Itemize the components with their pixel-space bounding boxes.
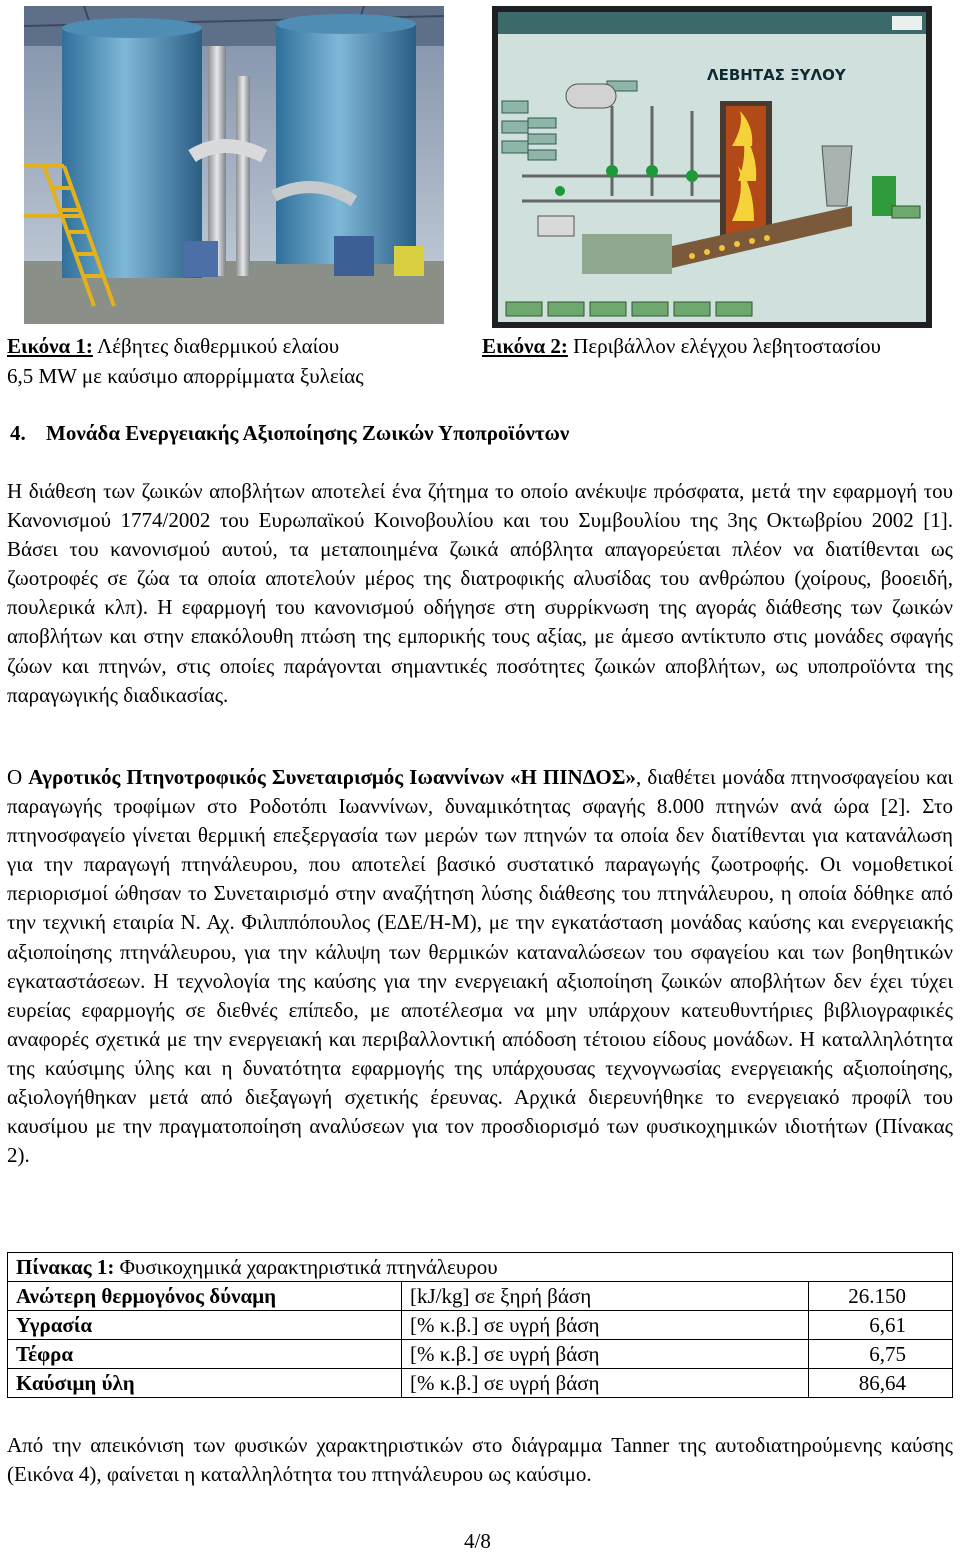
paragraph-1: Η διάθεση των ζωικών αποβλήτων αποτελεί ένα ζήτημα το οποίο ανέκυψε πρόσφατα, μετά την εφαρμογή του Κανονισμού 1774/2002 του Ευρωπαϊκού Κοινοβουλίου και του Συμβουλίου της 3ης Οκτωβρίου 2002 [1]. Βάσει του κανονισμού αυτού, τα μεταποιημένα ζωικά απόβλητα απαγορεύεται πλέον να διατίθενται ως ζωοτροφές σε ζώα τα οποία αποτελούν μέρος της διατροφικής αλυσίδας του ανθρώπου (χοίρους, βοοειδή, πουλερικά κλπ). Η εφαρμογή του κανονισμού οδήγησε στη συρρίκνωση της αγοράς διάθεσης των ζωικών αποβλήτων και στην επακόλουθη πτώση της εμπορικής τους αξίας, με άμεσο αντίκτυπο στις μονάδες σφαγής ζώων και πτηνών, στις οποίες παράγονται σημαντικές ποσότητες ζωικών αποβλήτων, ως υποπροϊόντα της παραγωγικής διαδικασίας.	[7, 479, 953, 707]
table-cell-property: Ανώτερη θερμογόνος δύναμη	[8, 1282, 402, 1311]
table-cell-value: 6,75	[809, 1340, 953, 1369]
table-caption-row	[8, 1253, 953, 1282]
control-screen-illustration	[492, 6, 932, 328]
table-cell-value: 6,61	[809, 1311, 953, 1340]
table-cell-property: Υγρασία	[8, 1311, 402, 1340]
table-row	[8, 1369, 953, 1398]
section-heading	[10, 418, 569, 448]
table-row	[8, 1311, 953, 1340]
figure-2-text: Περιβάλλον ελέγχου λεβητοστασίου	[567, 334, 881, 358]
table-caption-label: Πίνακας 1:	[16, 1255, 115, 1279]
table-caption	[8, 1253, 953, 1282]
table-caption-text: Φυσικοχημικά χαρακτηριστικά πτηνάλευρου	[114, 1255, 498, 1279]
paragraph-2-rest: , διαθέτει μονάδα πτηνοσφαγείου και παραγωγής τροφίμων στο Ροδοτόπι Ιωαννίνων, δυναμικότητας σφαγής 8.000 πτηνών ανά ώρα [2]. Στο πτηνοσφαγείο γίνεται θερμική επεξεργασία των μερών των πτηνών τα οποία δεν διατίθενται για κατανάλωση για την παραγωγή πτηνάλευρου, που αποτελεί βασικό συστατικό παραγωγής ζωοτροφής. Οι νομοθετικοί περιορισμοί ώθησαν το Συνεταιρισμό στην αναζήτηση λύσης διάθεσης του πτηνάλευρου, η οποία δόθηκε από την τεχνική εταιρία Ν. Αχ. Φιλιππόπουλος (ΕΔΕ/Η-Μ), με την εγκατάσταση μονάδας καύσης και ενεργειακής αξιοποίησης πτηνάλευρου, για την κάλυψη των θερμικών καταναλώσεων του σφαγείου και των βοηθητικών εγκαταστάσεων. Η τεχνολογία της καύσης για την ενεργειακή αξιοποίηση ζωικών αποβλήτων δεν έχει τύχει ευρείας εφαρμογής σε διεθνές επίπεδο, με αποτέλεσμα να μην υπάρχουν κατευθυντήριες βιβλιογραφικές αναφορές σχετικά με την ενεργειακή και περιβαλλοντική απόδοση τέτοιου είδους μονάδων. Η καταλληλότητα της καύσιμης ύλης και η δυνατότητα εφαρμογής της υπάρχουσας τεχνογνωσίας ενεργειακής αξιοποίησης, αξιολογήθηκαν μετά από διεξαγωγή σχετικής έρευνας. Αρχικά διερευνήθηκε το ενεργειακό προφίλ του καυσίμου με την πραγματοποίηση αναλύσεων για τον προσδιορισμό των φυσικοχημικών ιδιοτήτων (Πίνακας 2).	[7, 765, 953, 1168]
properties-table	[7, 1252, 953, 1398]
figure-1-text-line1: Λέβητες διαθερμικού ελαίου	[92, 334, 340, 358]
cooperative-name: Αγροτικός Πτηνοτροφικός Συνεταιρισμός Ιωαννίνων «Η ΠΙΝΔΟΣ»	[28, 765, 636, 789]
paragraph-2-lead: Ο	[7, 765, 29, 789]
table-cell-unit: [% κ.β.] σε υγρή βάση	[402, 1369, 809, 1398]
table-cell-property: Καύσιμη ύλη	[8, 1369, 402, 1398]
figure-1-text-line2: 6,5 MW με καύσιμο απορρίμματα ξυλείας	[7, 364, 364, 388]
figure-1-label: Εικόνα 1:	[7, 334, 93, 358]
table-cell-unit: [% κ.β.] σε υγρή βάση	[402, 1311, 809, 1340]
table-cell-property: Τέφρα	[8, 1340, 402, 1369]
screen-title: ΛΕΒΗΤΑΣ ΞΥΛΟΥ	[707, 66, 846, 84]
table-cell-value: 26.150	[809, 1282, 953, 1311]
control-screen-photo	[492, 6, 932, 328]
section-title: Μονάδα Ενεργειακής Αξιοποίησης Ζωικών Υποπροϊόντων	[46, 421, 570, 445]
boiler-photo	[24, 6, 444, 324]
section-number: 4.	[10, 421, 26, 445]
table-row	[8, 1282, 953, 1311]
figure-1-caption	[7, 331, 452, 391]
figure-2-label: Εικόνα 2:	[482, 334, 568, 358]
paragraph-2	[7, 763, 953, 1170]
table-row	[8, 1340, 953, 1369]
table-cell-value: 86,64	[809, 1369, 953, 1398]
table-cell-unit: [kJ/kg] σε ξηρή βάση	[402, 1282, 809, 1311]
page-number: 4/8	[464, 1529, 491, 1553]
table-cell-unit: [% κ.β.] σε υγρή βάση	[402, 1340, 809, 1369]
paragraph-3: Από την απεικόνιση των φυσικών χαρακτηριστικών στο διάγραμμα Tanner της αυτοδιατηρούμενης καύσης (Εικόνα 4), φαίνεται η καταλληλότητα του πτηνάλευρου ως καύσιμο.	[7, 1433, 953, 1486]
figure-2-caption	[482, 331, 957, 361]
boiler-photo-illustration	[24, 6, 444, 324]
